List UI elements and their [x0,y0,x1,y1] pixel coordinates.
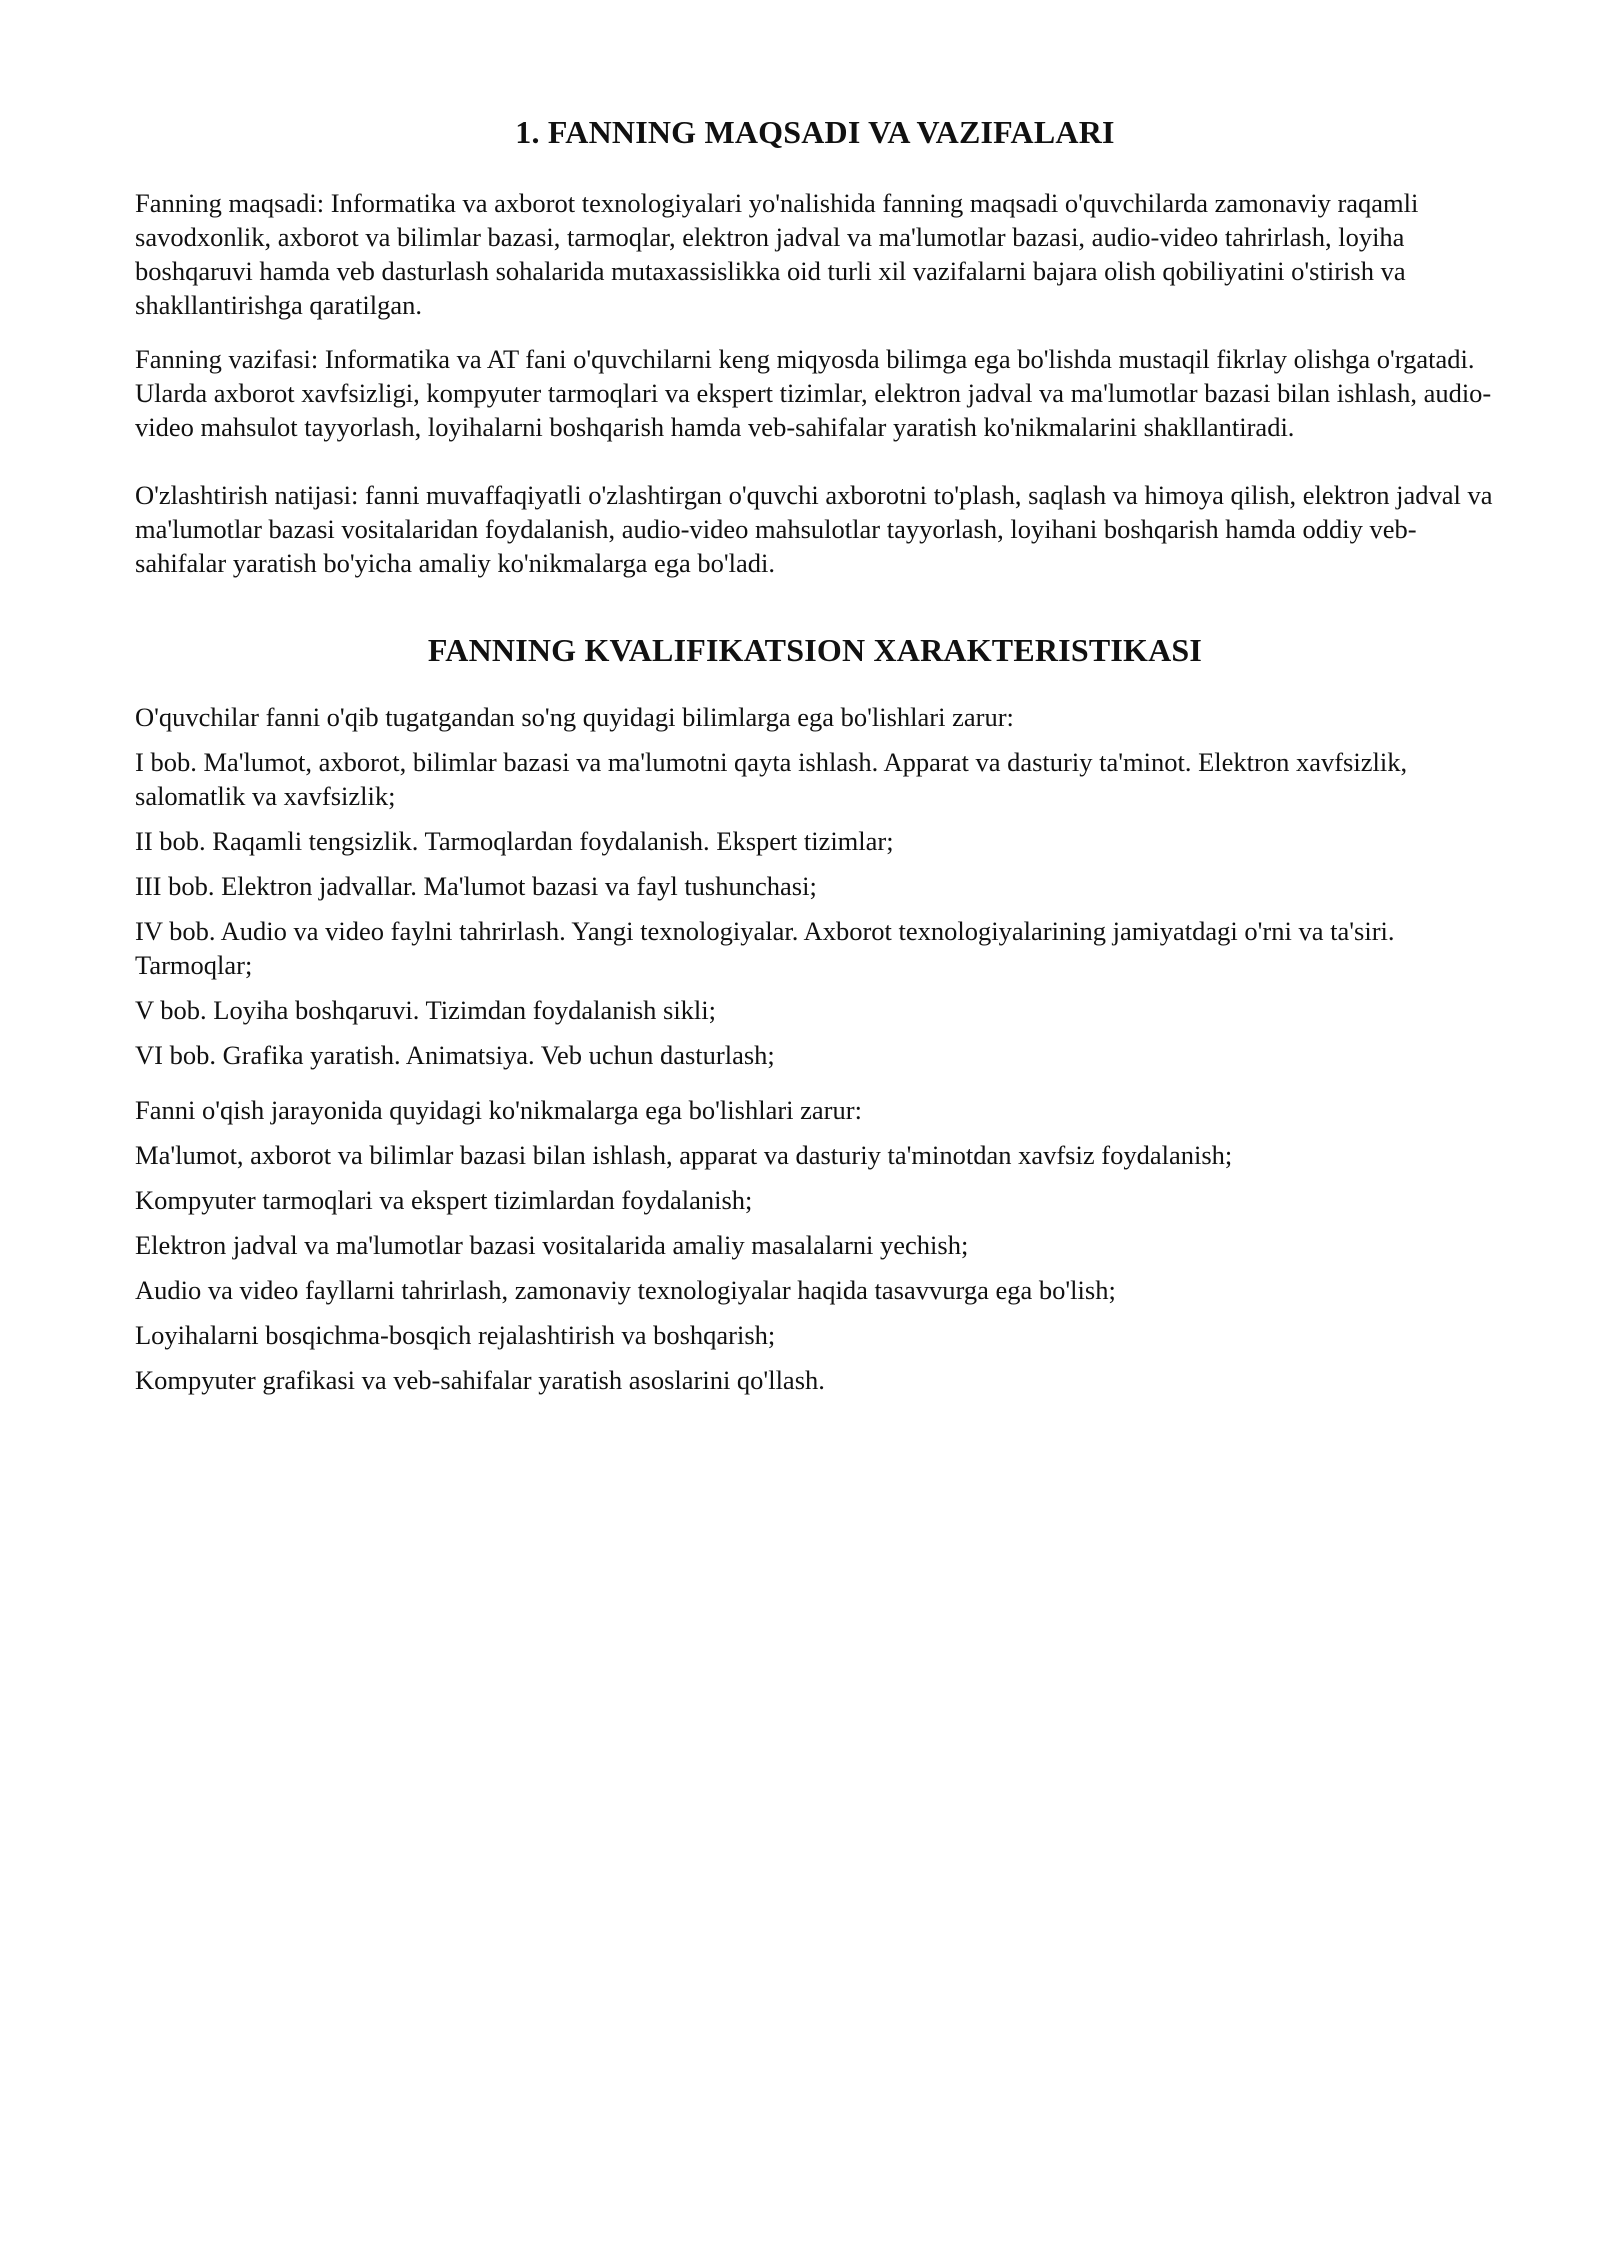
skills-item: Loyihalarni bosqichma-bosqich rejalashtirish va boshqarish; [135,1320,776,1350]
skills-item: Kompyuter tarmoqlari va ekspert tizimlardan foydalanish; [135,1185,753,1215]
skills-intro: Fanni o'qish jarayonida quyidagi ko'nikmalarga ega bo'lishlari zarur: [135,1095,862,1125]
skills-item: Ma'lumot, axborot va bilimlar bazasi bilan ishlash, apparat va dasturiy ta'minotdan xavfsiz foydalanish; [135,1140,1233,1170]
paragraph-maqsadi: Fanning maqsadi: Informatika va axborot texnologiyalari yo'nalishida fanning maqsadi o'quvchilarda zamonaviy raqamli savodxonlik, axborot va bilimlar bazasi, tarmoqlar, elektron jadval va ma'lumotlar bazasi, audio-video tahrirlash, loyiha boshqaruvi hamda veb dasturlash sohalarida mutaxassislikka oid turli xil vazifalarni bajara olish qobiliyatini o'stirish va shakllantirishga qaratilgan. [135,188,1419,320]
knowledge-item: III bob. Elektron jadvallar. Ma'lumot bazasi va fayl tushunchasi; [135,871,817,901]
knowledge-item: VI bob. Grafika yaratish. Animatsiya. Veb uchun dasturlash; [135,1040,775,1070]
paragraph-natijasi: O'zlashtirish natijasi: fanni muvaffaqiyatli o'zlashtirgan o'quvchi axborotni to'plash, saqlash va himoya qilish, elektron jadval va ma'lumotlar bazasi vositalaridan foydalanish, audio-video mahsulotlar tayyorlash, loyihani boshqarish hamda oddiy veb-sahifalar yaratish bo'yicha amaliy ko'nikmalarga ega bo'ladi. [135,480,1493,578]
knowledge-intro: O'quvchilar fanni o'qib tugatgandan so'ng quyidagi bilimlarga ega bo'lishlari zarur: [135,702,1014,732]
skills-item: Kompyuter grafikasi va veb-sahifalar yaratish asoslarini qo'llash. [135,1365,825,1395]
paragraph-vazifasi: Fanning vazifasi: Informatika va AT fani o'quvchilarni keng miqyosda bilimga ega bo'lishda mustaqil fikrlay olishga o'rgatadi. Ularda axborot xavfsizligi, kompyuter tarmoqlari va ekspert tizimlar, elektron jadval va ma'lumotlar bazasi bilan ishlash, audio-video mahsulot tayyorlash, loyihalarni boshqarish hamda veb-sahifalar yaratish ko'nikmalarini shakllantiradi. [135,344,1492,442]
skills-item: Elektron jadval va ma'lumotlar bazasi vositalarida amaliy masalalarni yechish; [135,1230,969,1260]
knowledge-item: I bob. Ma'lumot, axborot, bilimlar bazasi va ma'lumotni qayta ishlash. Apparat va dasturiy ta'minot. Elektron xavfsizlik, salomatlik va xavfsizlik; [135,747,1408,811]
knowledge-item: II bob. Raqamli tengsizlik. Tarmoqlardan foydalanish. Ekspert tizimlar; [135,826,894,856]
section-1-title: 1. FANNING MAQSADI VA VAZIFALARI [515,114,1115,150]
skills-item: Audio va video fayllarni tahrirlash, zamonaviy texnologiyalar haqida tasavvurga ega bo'lish; [135,1275,1116,1305]
knowledge-item: IV bob. Audio va video faylni tahrirlash. Yangi texnologiyalar. Axborot texnologiyalarining jamiyatdagi o'rni va ta'siri. Tarmoqlar; [135,916,1395,980]
section-2-title: FANNING KVALIFIKATSION XARAKTERISTIKASI [427,632,1203,668]
knowledge-item: V bob. Loyiha boshqaruvi. Tizimdan foydalanish sikli; [135,995,717,1025]
document-page [135,112,1495,1408]
